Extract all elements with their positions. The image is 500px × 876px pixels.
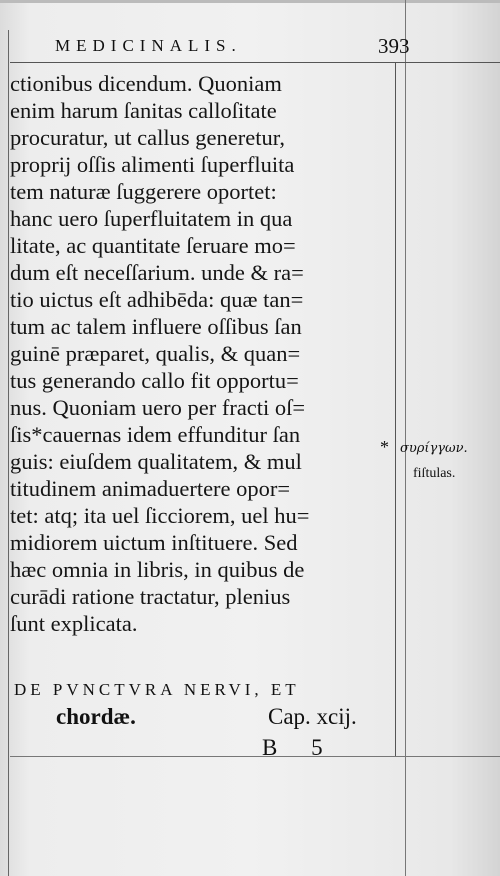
show-through-text bbox=[420, 560, 424, 576]
text-line: tus generando callo fit opportu= bbox=[10, 368, 299, 393]
left-margin-rule bbox=[8, 30, 9, 876]
text-line: litate, ac quantitate ſeruare mo= bbox=[10, 233, 296, 258]
header-rule bbox=[10, 62, 500, 63]
text-line: tem naturæ ſuggerere oportet: bbox=[10, 179, 277, 204]
text-line: tet: atq; ita uel ſicciorem, uel hu= bbox=[10, 503, 310, 528]
text-line: nus. Quoniam uero per fracti oſ= bbox=[10, 395, 306, 420]
chapter-number: Cap. xcij. bbox=[268, 704, 357, 729]
running-title: MEDICINALIS. bbox=[55, 36, 242, 55]
main-text-block bbox=[10, 70, 395, 637]
text-line: proprij oſſis alimenti ſuperfluita bbox=[10, 152, 295, 177]
text-line: dum eſt neceſſarium. unde & ra= bbox=[10, 260, 304, 285]
marginal-reference-mark: * bbox=[380, 437, 389, 457]
page-number: 393 bbox=[378, 34, 410, 58]
text-line: ctionibus dicendum. Quoniam bbox=[10, 71, 282, 96]
text-line: ſunt explicata. bbox=[10, 611, 138, 636]
text-line: hanc uero ſuperfluitatem in qua bbox=[10, 206, 293, 231]
text-line: hæc omnia in libris, in quibus de bbox=[10, 557, 305, 582]
printer-signature: B 5 bbox=[262, 735, 337, 760]
text-line: guinē præparet, qualis, & quan= bbox=[10, 341, 301, 366]
bottom-rule bbox=[10, 756, 500, 757]
text-line: guis: eiuſdem qualitatem, & mul bbox=[10, 449, 302, 474]
text-line: tum ac talem influere oſſibus ſan bbox=[10, 314, 302, 339]
text-line: titudinem animaduertere opor= bbox=[10, 476, 291, 501]
page-top-edge bbox=[0, 0, 500, 3]
text-line: procuratur, ut callus generetur, bbox=[10, 125, 285, 150]
chapter-heading-continued: chordæ. bbox=[56, 704, 136, 729]
text-line: enim harum ſanitas calloſitate bbox=[10, 98, 277, 123]
text-line: tio uictus eſt adhibēda: quæ tan= bbox=[10, 287, 304, 312]
text-line: midiorem uictum inſtituere. Sed bbox=[10, 530, 298, 555]
text-line: curādi ratione tractatur, plenius bbox=[10, 584, 291, 609]
right-margin-rule bbox=[405, 0, 406, 876]
text-column-rule bbox=[395, 62, 396, 756]
marginal-note-greek: συρίγγων. bbox=[400, 441, 468, 456]
marginal-note-latin: fiſtulas. bbox=[413, 466, 456, 481]
text-line: ſis*cauernas idem effunditur ſan bbox=[10, 422, 301, 447]
chapter-heading: DE PVNCTVRA NERVI, ET bbox=[14, 680, 300, 699]
